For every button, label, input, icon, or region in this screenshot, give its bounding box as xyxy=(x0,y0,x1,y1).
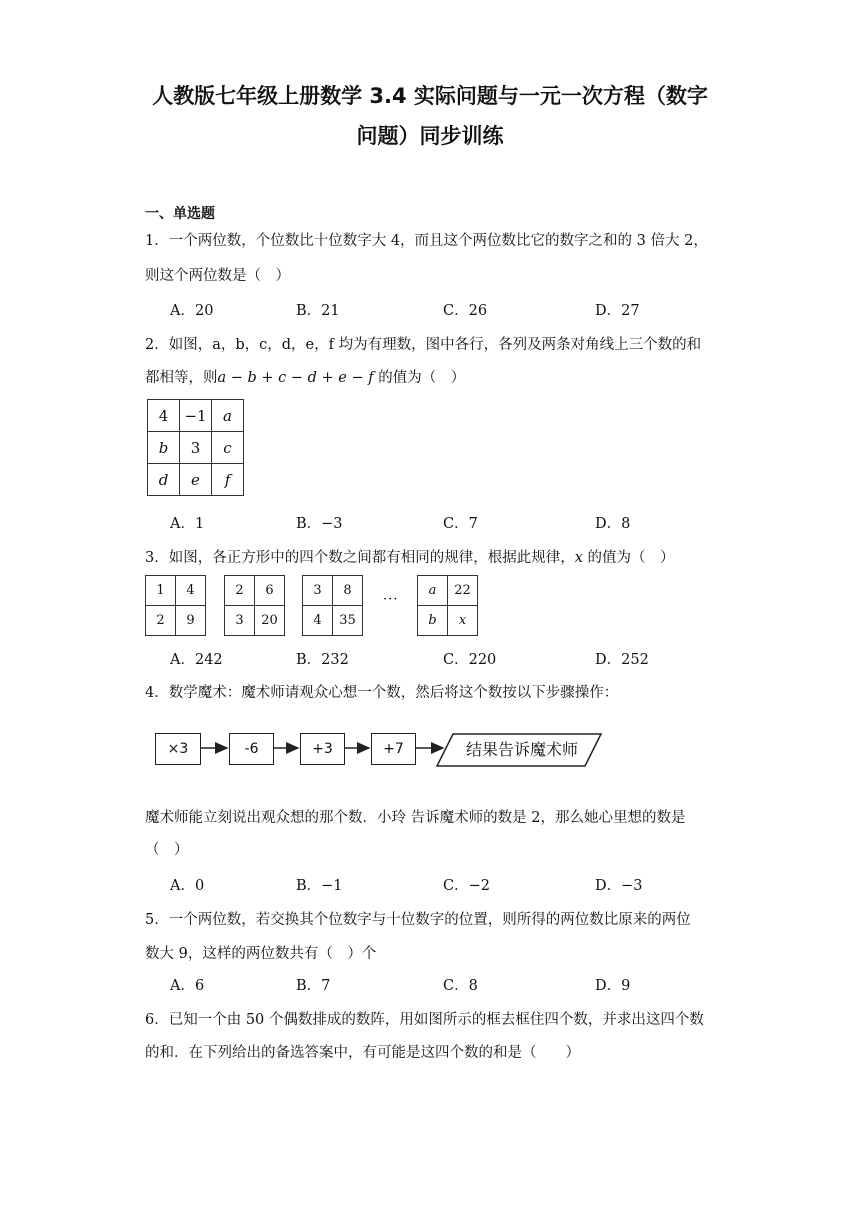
q5-option-c[interactable]: C．8 xyxy=(443,978,478,994)
q1-text-line-2: 则这个两位数是（ ） xyxy=(145,268,290,284)
q2-option-d[interactable]: D．8 xyxy=(595,516,631,532)
square-cell: 4 xyxy=(176,576,206,606)
q4-option-b[interactable]: B．−1 xyxy=(296,878,343,894)
q1-text-line-1: 1．一个两位数，个位数比十位数字大 4，而且这个两位数比它的数字之和的 3 倍大 2， xyxy=(145,233,708,249)
q5-option-a[interactable]: A．6 xyxy=(170,978,205,994)
grid-cell: b xyxy=(148,432,180,464)
q3-square-2 xyxy=(224,575,285,636)
square-cell: 6 xyxy=(255,576,285,606)
page-title-line-1: 人教版七年级上册数学 3.4 实际问题与一元一次方程（数字 xyxy=(152,84,708,108)
q1-option-c[interactable]: C．26 xyxy=(443,303,488,319)
q4-text-line-2: 魔术师能立刻说出观众想的那个数．小玲 告诉魔术师的数是 2，那么她心里想的数是 xyxy=(145,810,686,826)
grid-cell: 3 xyxy=(180,432,212,464)
page-title-line-2: 问题）同步训练 xyxy=(356,124,504,148)
step-box-subtract: -6 xyxy=(229,733,274,765)
q5-option-b[interactable]: B．7 xyxy=(296,978,331,994)
grid-cell: e xyxy=(180,464,212,496)
square-cell: 2 xyxy=(225,576,255,606)
q3-option-b[interactable]: B．232 xyxy=(296,652,349,668)
q2-option-c[interactable]: C．7 xyxy=(443,516,478,532)
square-cell: x xyxy=(448,606,478,636)
grid-cell: d xyxy=(148,464,180,496)
step-box-add-3: +3 xyxy=(300,733,345,765)
q3-options xyxy=(170,648,730,668)
q4-flowchart xyxy=(155,720,615,780)
q2-magic-square xyxy=(147,399,244,496)
q1-option-b[interactable]: B．21 xyxy=(296,303,340,319)
square-cell: 2 xyxy=(146,606,176,636)
q3-square-1 xyxy=(145,575,206,636)
q1-option-a[interactable]: A．20 xyxy=(170,303,214,319)
q1-options xyxy=(170,299,730,319)
q2-expression: a − b + c − d + e − f xyxy=(217,370,374,386)
square-cell: 1 xyxy=(146,576,176,606)
grid-cell: 4 xyxy=(148,400,180,432)
square-cell: 4 xyxy=(303,606,333,636)
square-cell: 35 xyxy=(333,606,363,636)
grid-cell: −1 xyxy=(180,400,212,432)
q3-text-pre: 3．如图，各正方形中的四个数之间都有相同的规律，根据此规律， xyxy=(145,550,575,566)
q2-text-post: 的值为（ ） xyxy=(373,370,466,386)
q2-option-a[interactable]: A．1 xyxy=(170,516,205,532)
q3-option-c[interactable]: C．220 xyxy=(443,652,497,668)
q3-square-4 xyxy=(417,575,478,636)
q3-text-post: 的值为（ ） xyxy=(582,550,675,566)
q3-option-d[interactable]: D．252 xyxy=(595,652,649,668)
q5-options xyxy=(170,974,730,994)
q3-text-line-1 xyxy=(145,546,675,567)
square-cell: 22 xyxy=(448,576,478,606)
q4-option-d[interactable]: D．−3 xyxy=(595,878,643,894)
q5-text-line-1: 5．一个两位数，若交换其个位数字与十位数字的位置，则所得的两位数比原来的两位 xyxy=(145,912,691,928)
q4-options xyxy=(170,874,730,894)
square-cell: a xyxy=(418,576,448,606)
square-cell: 3 xyxy=(303,576,333,606)
square-cell: 8 xyxy=(333,576,363,606)
q6-text-line-1: 6．已知一个由 50 个偶数排成的数阵，用如图所示的框去框住四个数，并求出这四个数 xyxy=(145,1012,704,1028)
q3-ellipsis: ··· xyxy=(383,592,399,607)
square-cell: 20 xyxy=(255,606,285,636)
q4-option-a[interactable]: A．0 xyxy=(170,878,205,894)
q4-text-line-1: 4．数学魔术：魔术师请观众心想一个数，然后将这个数按以下步骤操作： xyxy=(145,685,619,701)
square-cell: b xyxy=(418,606,448,636)
q3-square-3 xyxy=(302,575,363,636)
square-cell: 3 xyxy=(225,606,255,636)
q5-option-d[interactable]: D．9 xyxy=(595,978,631,994)
section-heading: 一、单选题 xyxy=(145,206,215,222)
q4-option-c[interactable]: C．−2 xyxy=(443,878,490,894)
q3-variable: x xyxy=(574,550,583,566)
q1-option-d[interactable]: D．27 xyxy=(595,303,640,319)
grid-cell: c xyxy=(212,432,244,464)
step-box-add-7: +7 xyxy=(371,733,416,765)
q6-text-line-2: 的和．在下列给出的备选答案中，有可能是这四个数的和是（ ） xyxy=(145,1045,580,1061)
q5-text-line-2: 数大 9，这样的两位数共有（ ）个 xyxy=(145,946,377,962)
q2-text-line-2 xyxy=(145,366,465,387)
step-box-multiply: ×3 xyxy=(155,733,201,765)
q2-text-line-1: 2．如图，a，b，c，d，e，f 均为有理数，图中各行，各列及两条对角线上三个数的和 xyxy=(145,337,702,353)
square-cell: 9 xyxy=(176,606,206,636)
grid-cell: f xyxy=(212,464,244,496)
q4-text-line-3: （ ） xyxy=(145,842,189,858)
q3-option-a[interactable]: A．242 xyxy=(170,652,223,668)
grid-cell: a xyxy=(212,400,244,432)
q2-option-b[interactable]: B．−3 xyxy=(296,516,343,532)
result-label: 结果告诉魔术师 xyxy=(465,740,578,759)
q2-options xyxy=(170,512,730,532)
q2-text-pre: 都相等，则 xyxy=(145,370,218,386)
